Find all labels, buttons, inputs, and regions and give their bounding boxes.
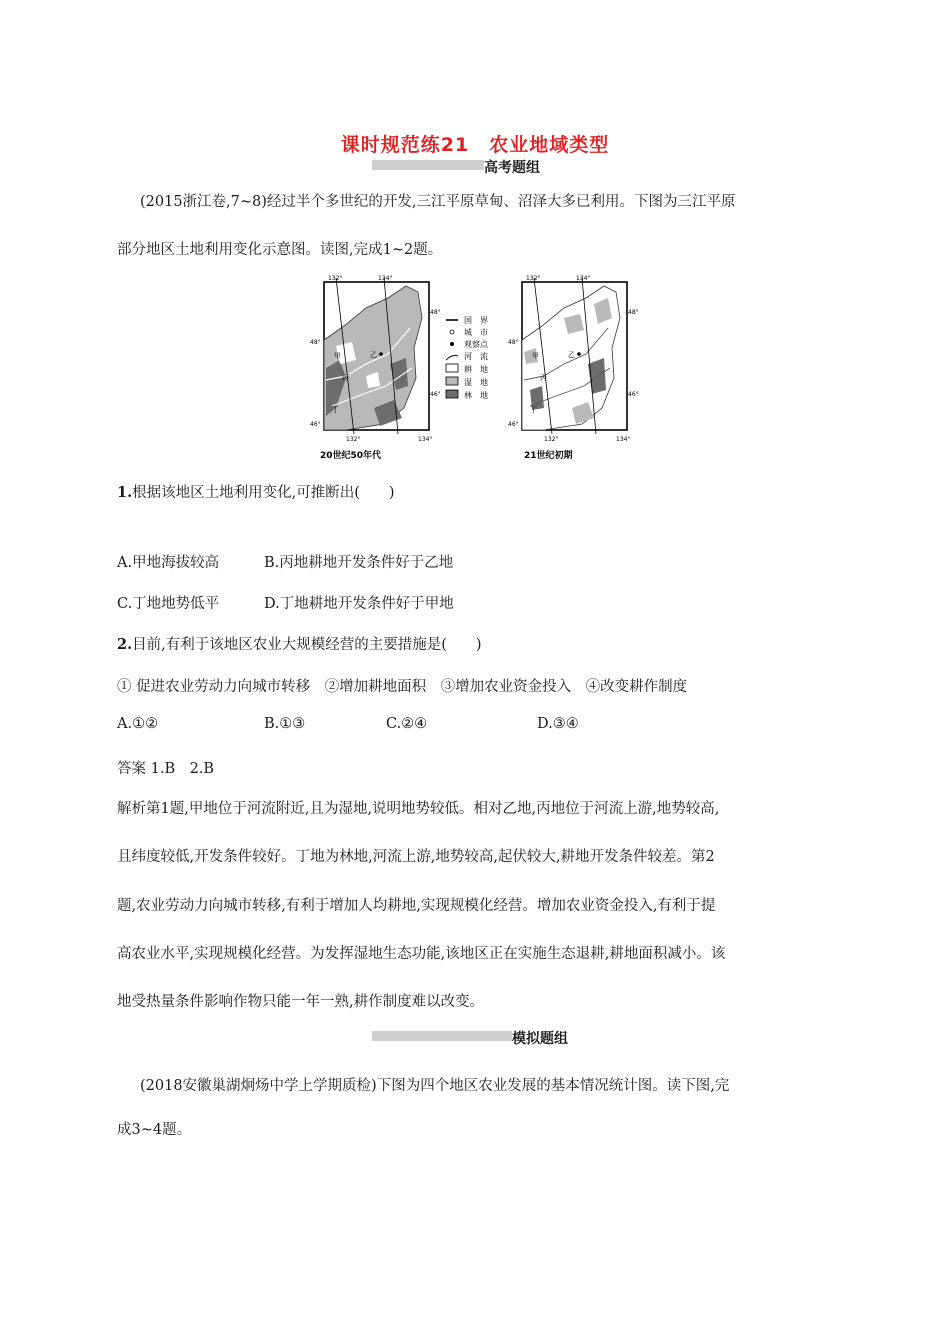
lat-label: 46°	[628, 391, 639, 398]
land-use-map-figure	[306, 268, 642, 464]
legend-farmland: 耕 地	[464, 365, 488, 374]
map-2000s	[508, 275, 639, 461]
lon-label: 134°	[378, 275, 393, 282]
place-label-jia: 甲	[334, 352, 341, 360]
legend-river: 河 流	[464, 352, 488, 361]
lat-label: 46°	[430, 391, 441, 398]
option-d: D.丁地耕地开发条件好于甲地	[264, 596, 454, 612]
lon-label: 134°	[418, 436, 433, 443]
lon-label: 132°	[544, 436, 559, 443]
option-b: B.丙地耕地开发条件好于乙地	[264, 555, 454, 571]
section-heading-moni: 模拟题组	[512, 1031, 568, 1047]
analysis-line: 地受热量条件影响作物只能一年一熟,耕作制度难以改变。	[117, 994, 485, 1010]
map-1950s	[310, 275, 441, 461]
place-label-bing: 丙	[540, 374, 547, 382]
intro-paragraph-line: 成3~4题。	[117, 1122, 192, 1138]
analysis-line: 高农业水平,实现规模化经营。为发挥湿地生态功能,该地区正在实施生态退耕,耕地面积减小。该	[117, 946, 726, 962]
option-a: A.①②	[117, 716, 159, 732]
question-stem: 目前,有利于该地区农业大规模经营的主要措施是( )	[132, 637, 482, 653]
page-title: 课时规范练21 农业地域类型	[340, 134, 610, 156]
legend-wetland: 湿 地	[464, 378, 488, 387]
lat-label: 48°	[628, 309, 639, 316]
map-legend	[446, 316, 489, 400]
lat-label: 48°	[310, 339, 321, 346]
option-c: C.②④	[386, 716, 428, 732]
lat-label: 48°	[430, 309, 441, 316]
lat-label: 48°	[508, 339, 519, 346]
place-label-yi: 乙	[370, 351, 377, 359]
lon-label: 132°	[346, 436, 361, 443]
lon-label: 134°	[576, 275, 591, 282]
answer: 答案 1.B 2.B	[117, 761, 215, 777]
section-bar	[372, 1031, 512, 1041]
section-heading-gaokao: 高考题组	[484, 160, 540, 176]
legend-border: 国 界	[464, 316, 488, 325]
option-a: A.甲地海拔较高	[117, 555, 220, 571]
map-caption: 21世纪初期	[524, 451, 573, 461]
legend-forest: 林 地	[464, 391, 488, 400]
question-number: 2.	[117, 636, 133, 653]
intro-paragraph-line: (2015浙江卷,7~8)经过半个多世纪的开发,三江平原草甸、沼泽大多已利用。下图为三江平原	[140, 194, 736, 210]
lon-label: 134°	[616, 436, 631, 443]
option-d: D.③④	[537, 716, 579, 732]
option-b: B.①③	[264, 716, 306, 732]
lon-label: 132°	[526, 275, 541, 282]
intro-paragraph-line: (2018安徽巢湖炯炀中学上学期质检)下图为四个地区农业发展的基本情况统计图。读下图,完	[140, 1078, 730, 1094]
analysis-line: 且纬度较低,开发条件较好。丁地为林地,河流上游,地势较高,起伏较大,耕地开发条件较差。第2	[117, 849, 715, 865]
section-bar	[372, 160, 484, 170]
question-1	[117, 481, 395, 502]
lat-label: 46°	[310, 421, 321, 428]
option-c: C.丁地地势低平	[117, 596, 220, 612]
place-label-bing: 丙	[342, 374, 349, 382]
legend-observation-point: 观察点	[464, 340, 488, 349]
analysis-line: 解析第1题,甲地位于河流附近,且为湿地,说明地势较低。相对乙地,丙地位于河流上游,地势较高,	[117, 801, 720, 817]
intro-paragraph-line: 部分地区土地利用变化示意图。读图,完成1~2题。	[117, 242, 443, 258]
legend-city: 城 市	[464, 328, 488, 337]
question-2	[117, 633, 482, 654]
question-stem: 根据该地区土地利用变化,可推断出( )	[132, 485, 395, 501]
place-label-ding: 丁	[530, 406, 537, 414]
lat-label: 46°	[508, 421, 519, 428]
place-label-ding: 丁	[332, 406, 339, 414]
lon-label: 132°	[328, 275, 343, 282]
analysis-line: 题,农业劳动力向城市转移,有利于增加人均耕地,实现规模化经营。增加农业资金投入,有利于提	[117, 898, 716, 914]
map-caption: 20世纪50年代	[320, 451, 382, 461]
measures-list: ① 促进农业劳动力向城市转移 ②增加耕地面积 ③增加农业资金投入 ④改变耕作制度	[117, 679, 688, 695]
question-number: 1.	[117, 484, 133, 501]
place-label-jia: 甲	[532, 352, 539, 360]
place-label-yi: 乙	[568, 351, 575, 359]
